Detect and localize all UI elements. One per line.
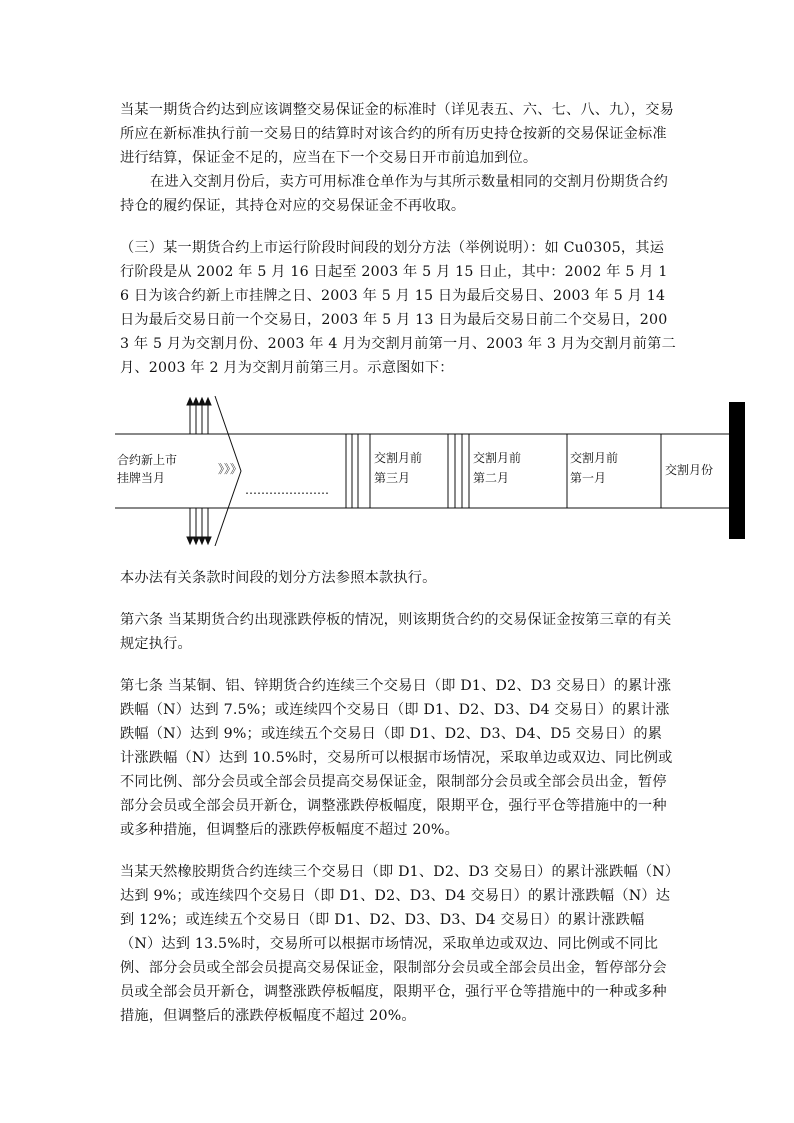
timeline-band: [115, 396, 729, 546]
paragraph-article-6: 第六条 当某期货合约出现涨跌停板的情况，则该期货合约的交易保证金按第三章的有关规定执行。: [120, 612, 672, 652]
chevrons: 》》》: [218, 462, 243, 476]
label-first-month-b: 第一月: [570, 471, 607, 485]
paragraph-delivery-month: 在进入交割月份后，卖方可用标准仓单作为与其所示数量相同的交割月份期货合约持仓的履约保证，其持仓对应的交易保证金不再收取。: [120, 174, 668, 214]
paragraph-stage-division: （三）某一期货合约上市运行阶段时间段的划分方法（举例说明）：如 Cu0305，其运行阶段是从 2002 年 5 月 16 日起至 2003 年 5 月 15 日止，其中：2002 年 5 月 16 日为该合约新上市挂牌之日、2003 年 5 月 15 日为最后交易日、2003 年 5 月 14 日为最后交易日前一个交易日，2003 年 5 月 13 日为最后交易日前二个交易日，2003 年 5 月为交割月份、2003 年 4 月为交割月前第一月、2003 年 3 月为交割月前第二月、2003 年 2 月为交割月前第三月。示意图如下：: [120, 240, 676, 376]
paragraph-article-7: 第七条 当某铜、铝、锌期货合约连续三个交易日（即 D1、D2、D3 交易日）的累计涨跌幅（N）达到 7.5%；或连续四个交易日（即 D1、D2、D3、D4 交易日）的累计涨跌幅（N）达到 9%；或连续五个交易日（即 D1、D2、D3、D4、D5 交易日）的累计涨跌幅（N）达到 10.5%时，交易所可以根据市场情况，采取单边或双边、同比例或不同比例、部分会员或全部会员提高交易保证金，限制部分会员或全部会员出金，暂停部分会员或全部会员开新仓，调整涨跌停板幅度，限期平仓，强行平仓等措施中的一种或多种措施，但调整后的涨跌停板幅度不超过 20%。: [120, 678, 673, 838]
label-first-month-a: 交割月前: [570, 451, 619, 465]
label-new-listing: 合约新上市: [117, 453, 178, 467]
paragraph-margin-adjustment: 当某一期货合约达到应该调整交易保证金的标准时（详见表五、六、七、八、九），交易所应在新标准执行前一交易日的结算时对该合约的所有历史持仓按新的交易保证金标准进行结算，保证金不足的，应当在下一个交易日开市前追加到位。: [120, 102, 675, 166]
label-listing-month: 挂牌当月: [117, 471, 166, 485]
contract-timeline-diagram: [115, 396, 794, 546]
label-delivery-month: 交割月份: [665, 463, 714, 477]
label-second-month-b: 第二月: [473, 471, 510, 485]
paragraph-reference-note: 本办法有关条款时间段的划分方法参照本款执行。: [120, 570, 437, 586]
label-second-month-a: 交割月前: [473, 451, 522, 465]
label-third-month-b: 第三月: [374, 471, 411, 485]
right-edge-bar: [729, 402, 745, 539]
paragraph-rubber: 当某天然橡胶期货合约连续三个交易日（即 D1、D2、D3 交易日）的累计涨跌幅（N）达到 9%；或连续四个交易日（即 D1、D2、D3、D4 交易日）的累计涨跌幅（N）达到 12%；或连续五个交易日（即 D1、D2、D3、D3、D4 交易日）的累计涨跌幅（N）达到 13.5%时，交易所可以根据市场情况，采取单边或双边、同比例或不同比例、部分会员或全部会员提高交易保证金，限制部分会员或全部会员出金，暂停部分会员或全部会员开新仓，调整涨跌停板幅度，限期平仓，强行平仓等措施中的一种或多种措施，但调整后的涨跌停板幅度不超过 20%。: [120, 864, 673, 1024]
ellipsis-dots: …………………: [245, 483, 329, 497]
up-arrows: [187, 398, 211, 434]
down-arrows: [187, 508, 211, 544]
label-third-month-a: 交割月前: [374, 451, 423, 465]
